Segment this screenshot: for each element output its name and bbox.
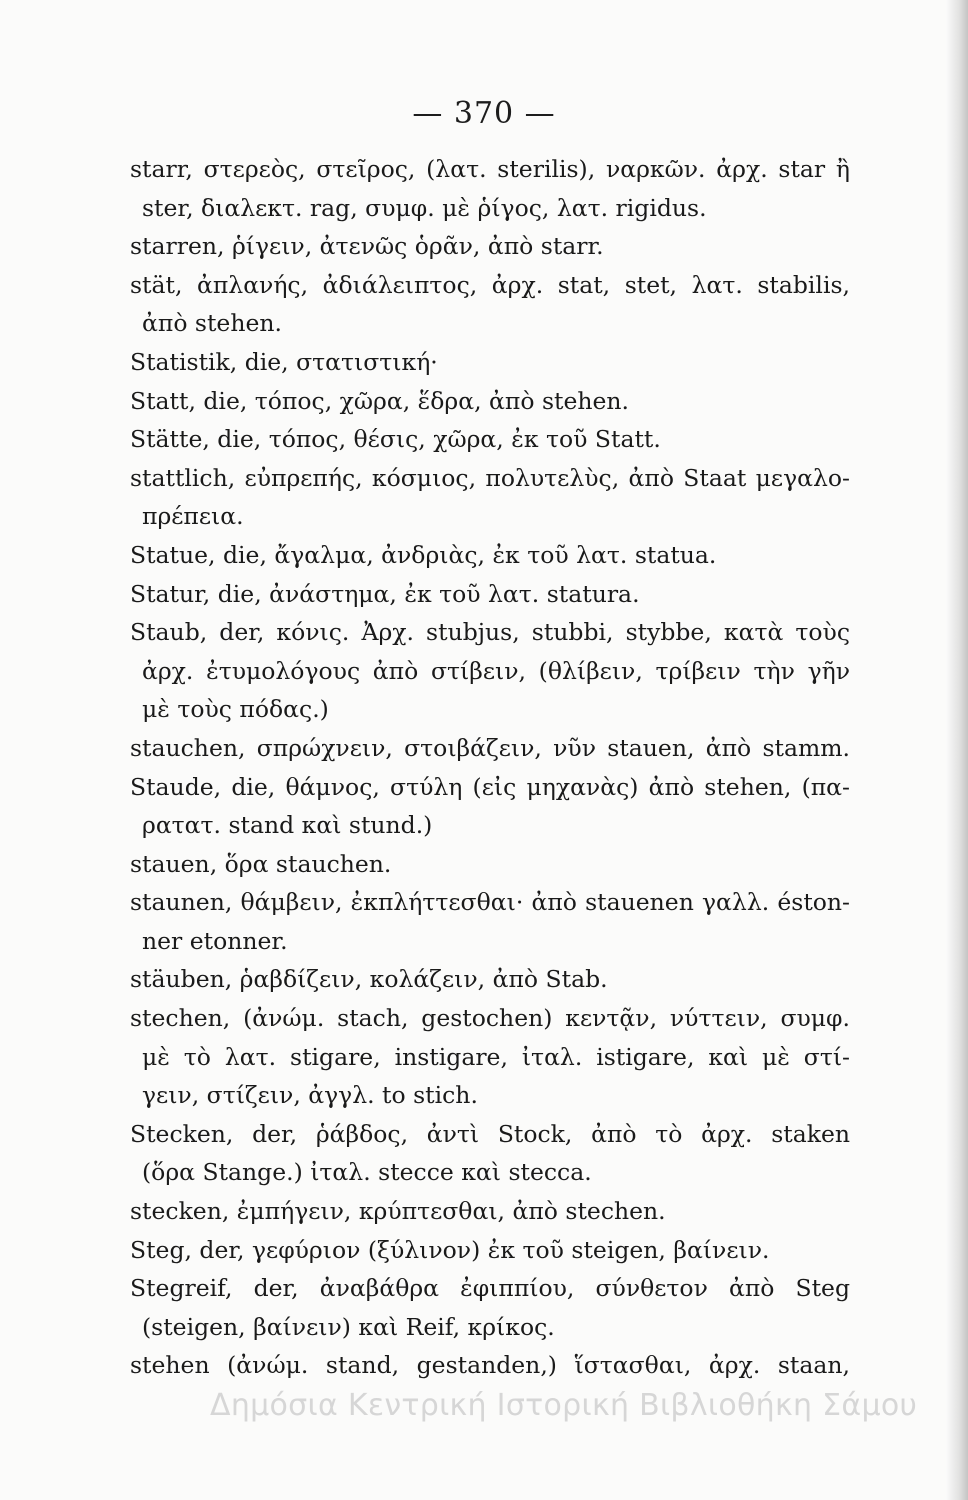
entry-line: Statur, die, ἀνάστημα, ἐκ τοῦ λατ. statura. bbox=[130, 579, 640, 608]
entry-line: Stätte, die, τόπος, θέσις, χῶρα, ἐκ τοῦ Statt. bbox=[130, 425, 661, 454]
entry-line: Statistik, die, στατιστική· bbox=[130, 347, 438, 376]
entry-continuation-line: ρατατ. stand καὶ stund.) bbox=[142, 811, 433, 840]
entry-continuation-line: ἀπὸ stehen. bbox=[142, 309, 282, 338]
page-number: — 370 — bbox=[412, 96, 556, 131]
entry-line: Steg, der, γεφύριον (ξύλινον) ἐκ τοῦ steigen, βαίνειν. bbox=[130, 1235, 770, 1264]
entry-line: stät, ἀπλανής, ἀδιάλειπτος, ἀρχ. stat, stet, λατ. stabilis, bbox=[130, 270, 850, 299]
entry-line: Stegreif, der, ἀναβάθρα ἐφιππίου, σύνθετον ἀπὸ Steg bbox=[130, 1274, 850, 1303]
library-watermark: Δημόσια Κεντρική Ιστορική Βιβλιοθήκη Σάμου bbox=[210, 1388, 918, 1423]
entry-line: stäuben, ῥαβδίζειν, κολάζειν, ἀπὸ Stab. bbox=[130, 965, 608, 994]
entry-line: Staude, die, θάμνος, στύλη (εἰς μηχανὰς) ἀπὸ stehen, (πα- bbox=[130, 772, 850, 801]
entry-continuation-line: (steigen, βαίνειν) καὶ Reif, κρίκος. bbox=[142, 1312, 555, 1341]
entry-line: stechen, (ἀνώμ. stach, gestochen) κεντᾷν, νύττειν, συμφ. bbox=[130, 1004, 850, 1033]
entry-line: stecken, ἐμπήγειν, κρύπτεσθαι, ἀπὸ stechen. bbox=[130, 1197, 666, 1226]
entry-line: starren, ῥίγειν, ἀτενῶς ὁρᾶν, ἀπὸ starr. bbox=[130, 232, 604, 261]
entry-continuation-line: γειν, στίζειν, ἀγγλ. to stich. bbox=[142, 1081, 478, 1110]
dictionary-text bbox=[130, 150, 850, 1385]
entry-line: starr, στερεὸς, στεῖρος, (λατ. sterilis), ναρκῶν. ἀρχ. star ἢ bbox=[130, 155, 850, 183]
entry-line: Statue, die, ἄγαλμα, ἀνδριὰς, ἐκ τοῦ λατ. statua. bbox=[130, 540, 717, 569]
entry-line: Staub, der, κόνις. Ἀρχ. stubjus, stubbi, stybbe, κατὰ τοὺς bbox=[130, 618, 850, 647]
entry-line: stauchen, σπρώχνειν, στοιβάζειν, νῦν stauen, ἀπὸ stamm. bbox=[130, 733, 850, 762]
entry-continuation-line: ἀρχ. ἐτυμολόγους ἀπὸ στίβειν, (θλίβειν, τρίβειν τὴν γῆν bbox=[142, 656, 850, 685]
entry-line: Stecken, der, ῥάβδος, ἀντὶ Stock, ἀπὸ τὸ ἀρχ. staken bbox=[130, 1119, 850, 1148]
entry-line: stauen, ὅρα stauchen. bbox=[130, 849, 392, 878]
entry-line: staunen, θάμβειν, ἐκπλήττεσθαι· ἀπὸ stauenen γαλλ. éston- bbox=[130, 888, 850, 917]
entry-line: Statt, die, τόπος, χῶρα, ἕδρα, ἀπὸ stehen. bbox=[130, 386, 630, 415]
entry-line: stattlich, εὐπρεπής, κόσμιος, πολυτελὺς, ἀπὸ Staat μεγαλο- bbox=[130, 463, 850, 492]
entry-line: stehen (ἀνώμ. stand, gestanden,) ἵστασθαι, ἀρχ. staan, bbox=[130, 1351, 850, 1380]
entry-continuation-line: ner etonner. bbox=[142, 926, 288, 955]
entry-continuation-line: μὲ τοὺς πόδας.) bbox=[142, 695, 329, 724]
entry-continuation-line: ster, διαλεκτ. rag, συμφ. μὲ ῥίγος, λατ. rigidus. bbox=[142, 193, 707, 222]
entry-continuation-line: (ὅρα Stange.) ἰταλ. stecce καὶ stecca. bbox=[142, 1158, 592, 1187]
entry-continuation-line: μὲ τὸ λατ. stigare, instigare, ἰταλ. istigare, καὶ μὲ στί- bbox=[142, 1042, 850, 1071]
page-edge-shadow bbox=[946, 0, 968, 1500]
entry-continuation-line: πρέπεια. bbox=[142, 502, 244, 531]
